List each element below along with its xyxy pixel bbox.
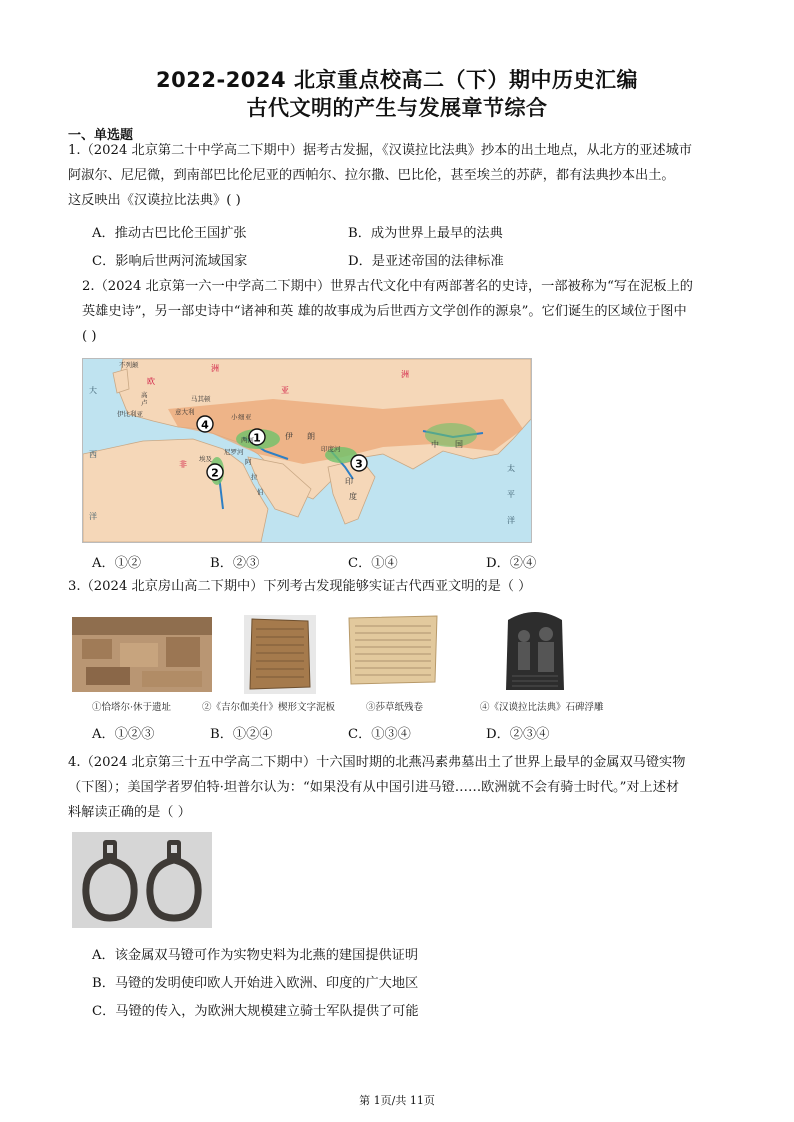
map-label: 马其顿 <box>191 395 211 403</box>
q2-option-a: A．①② <box>92 556 142 571</box>
map-label: 亚 <box>281 386 289 395</box>
section-title: 一、单选题 <box>68 128 134 143</box>
q4-option-c: C．马镫的传入，为欧洲大规模建立骑士军队提供了可能 <box>92 1004 419 1019</box>
photo-caption-2: ②《吉尔伽美什》楔形文字泥板 <box>202 702 336 713</box>
map-label: 埃及 <box>199 455 212 463</box>
map-svg <box>83 359 531 542</box>
gilgamesh-tablet-photo <box>244 615 316 694</box>
map-label: 欧 <box>147 377 155 386</box>
map-label: 度 <box>349 492 357 501</box>
map-label: 洲 <box>401 370 409 379</box>
map-label: 高 <box>141 391 148 399</box>
map-label: 亚 <box>245 413 252 421</box>
question-3-stem <box>68 574 531 599</box>
map-label: 太 <box>507 464 515 473</box>
papyrus-photo <box>347 614 439 686</box>
map-label: 伯 <box>257 488 264 496</box>
stem-line: 料解读正确的是（ ） <box>68 805 191 820</box>
marker-2 <box>207 464 223 480</box>
map-label: 洲 <box>211 364 219 373</box>
stem-line: 1.（2024 北京第二十中学高二下期中）据考古发掘，《汉谟拉比法典》抄本的出土地点，从北方的亚述城市 <box>68 143 692 158</box>
catalhoyuk-site-photo <box>72 617 212 692</box>
map-label: 阿 <box>245 458 252 466</box>
map-label: 伊比利亚 <box>117 410 143 418</box>
ancient-civilizations-map <box>82 358 532 543</box>
map-label: 国 <box>455 440 463 449</box>
map-label: 非 <box>179 460 187 469</box>
q4-option-b: B．马镫的发明使印欧人开始进入欧洲、印度的广大地区 <box>92 976 419 991</box>
question-4-stem <box>68 750 685 825</box>
map-label: 伊 <box>285 432 293 441</box>
q2-option-d: D．②④ <box>486 556 537 571</box>
stem-line: （下图）；美国学者罗伯特·坦普尔认为：“如果没有从中国引进马镫……欧洲就不会有骑士时代。”对上述材 <box>68 780 680 795</box>
stem-line: 这反映出《汉谟拉比法典》( ) <box>68 193 241 208</box>
svg-text:2: 2 <box>211 466 219 480</box>
map-label: 拉 <box>251 473 258 481</box>
map-label: 卢 <box>141 399 148 407</box>
q4-option-a: A．该金属双马镫可作为实物史料为北燕的建国提供证明 <box>92 948 419 963</box>
map-label: 洋 <box>89 512 97 521</box>
q1-option-d: D．是亚述帝国的法律标准 <box>348 254 504 269</box>
svg-text:4: 4 <box>201 418 209 432</box>
map-label: 西 <box>89 450 97 459</box>
q1-option-a: A．推动古巴比伦王国扩张 <box>92 226 247 241</box>
question-1-stem <box>68 138 692 213</box>
map-label: 意大利 <box>175 408 195 416</box>
marker-3 <box>351 455 367 471</box>
stem-line: 2.（2024 北京第一六一中学高二下期中）世界古代文化中有两部著名的史诗，一部被称为“写在泥板上的 <box>82 279 693 294</box>
q3-option-d: D．②③④ <box>486 727 550 742</box>
stem-line: 阿淑尔、尼尼微，到南部巴比伦尼亚的西帕尔、拉尔撒、巴比伦，甚至埃兰的苏萨，都有法典抄本出土。 <box>68 168 675 183</box>
map-label: 印 <box>345 477 353 486</box>
page-footer: 第 1页/共 11页 <box>359 1094 435 1107</box>
map-label: 不列颠 <box>119 361 139 369</box>
svg-text:1: 1 <box>253 431 261 445</box>
svg-text:3: 3 <box>355 457 363 471</box>
photo-caption-1: ①恰塔尔·休于遗址 <box>92 702 172 713</box>
q1-option-c: C．影响后世两河流域国家 <box>92 254 248 269</box>
question-2-stem <box>82 274 693 349</box>
map-label: 朗 <box>307 432 315 441</box>
stem-line: 3.（2024 北京房山高二下期中）下列考古发现能够实证古代西亚文明的是（ ） <box>68 579 532 594</box>
q3-option-c: C．①③④ <box>348 727 411 742</box>
map-label: 大 <box>89 386 97 395</box>
map-label: 两河 <box>241 436 254 444</box>
map-label: 印度河 <box>321 445 341 453</box>
stirrups-photo <box>72 832 212 928</box>
stem-line: 4.（2024 北京第三十五中学高二下期中）十六国时期的北燕冯素弗墓出土了世界上最早的金属双马镫实物 <box>68 755 686 770</box>
hammurabi-stele-photo <box>500 610 570 694</box>
map-label: 中 <box>431 440 439 449</box>
map-label: 尼罗河 <box>224 448 244 456</box>
stem-line: ( ) <box>82 329 97 344</box>
q2-option-b: B．②③ <box>210 556 260 571</box>
q2-option-c: C．①④ <box>348 556 398 571</box>
map-label: 小 <box>231 413 238 421</box>
document-title-line1: 2022-2024 北京重点校高二（下）期中历史汇编 <box>156 68 638 92</box>
map-label: 平 <box>507 490 515 499</box>
document-title-line2: 古代文明的产生与发展章节综合 <box>246 96 548 120</box>
marker-4 <box>197 416 213 432</box>
q3-option-b: B．①②④ <box>210 727 273 742</box>
map-label: 细 <box>238 413 245 421</box>
photo-caption-4: ④《汉谟拉比法典》石碑浮雕 <box>480 702 604 713</box>
stem-line: 英雄史诗”，另一部史诗中“诸神和英 雄的故事成为后世西方文学创作的源泉”。它们诞生的区域位于图中 <box>82 304 687 319</box>
map-label: 洋 <box>507 516 515 525</box>
q3-option-a: A．①②③ <box>92 727 155 742</box>
photo-caption-3: ③莎草纸残卷 <box>366 702 424 713</box>
q1-option-b: B．成为世界上最早的法典 <box>348 226 503 241</box>
